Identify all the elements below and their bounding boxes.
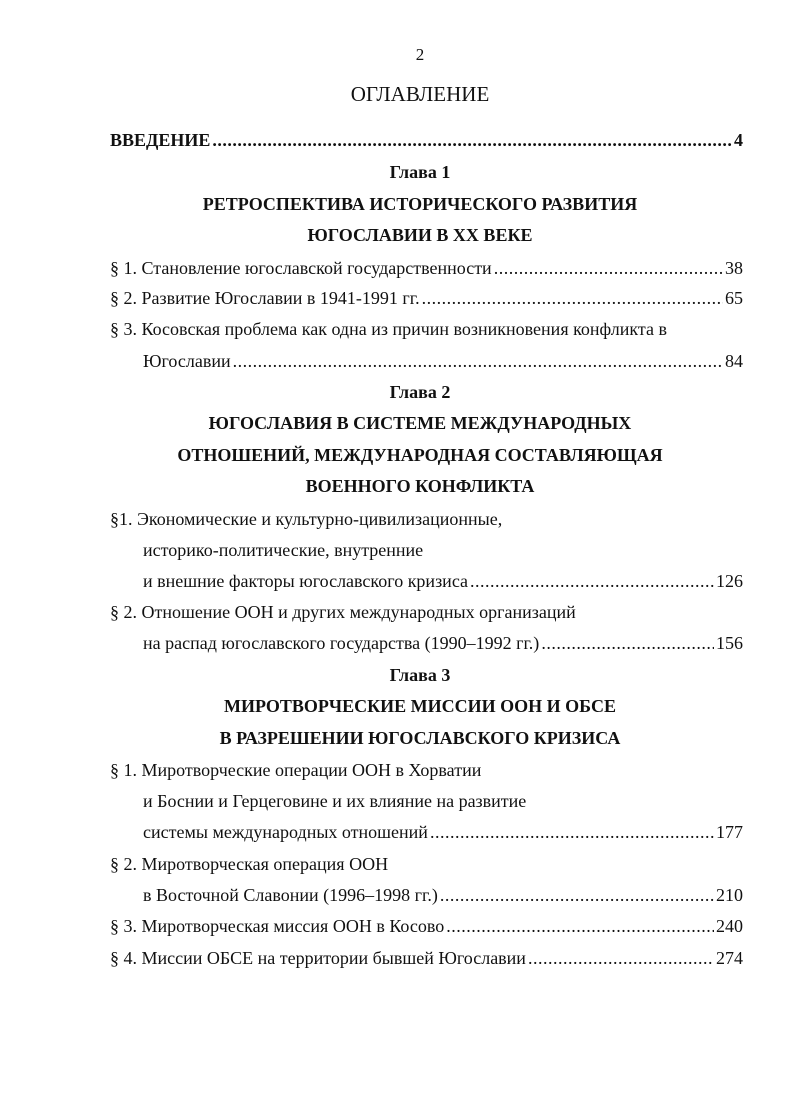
chapter-title: ВОЕННОГО КОНФЛИКТА: [305, 476, 535, 496]
entry-page: 126: [716, 571, 743, 591]
entry-page: 274: [716, 948, 743, 968]
entry-label[interactable]: § 1. Миротворческие операции ООН в Хорватии: [110, 760, 482, 780]
dot-leader: [233, 349, 723, 373]
entry-label: § 1. Становление югославской государственности: [110, 258, 492, 278]
dot-leader: [528, 946, 714, 970]
entry-page: 156: [716, 633, 743, 653]
entry-label[interactable]: § 2. Миротворческая операция ООН: [110, 854, 389, 874]
page-title: ОГЛАВЛЕНИЕ: [350, 82, 490, 106]
toc-entry[interactable]: [143, 631, 743, 655]
toc-entry[interactable]: [110, 256, 743, 280]
entry-label: ВВЕДЕНИЕ: [110, 130, 211, 150]
entry-label: в Восточной Славонии (1996–1998 гг.): [143, 885, 438, 905]
page-number: 2: [415, 45, 425, 64]
entry-page: 84: [725, 351, 743, 371]
chapter-title: ОТНОШЕНИЙ, МЕЖДУНАРОДНАЯ СОСТАВЛЯЮЩАЯ: [177, 445, 663, 465]
chapter-label: Глава 2: [389, 382, 451, 402]
toc-entry[interactable]: [110, 286, 743, 310]
toc-entry[interactable]: [110, 946, 743, 970]
entry-label: системы международных отношений: [143, 822, 428, 842]
dot-leader: [212, 128, 732, 152]
chapter-title: ЮГОСЛАВИИ В XX ВЕКЕ: [307, 225, 533, 245]
entry-label: Югославии: [143, 351, 231, 371]
entry-label[interactable]: историко-политические, внутренние: [143, 540, 424, 560]
entry-label[interactable]: § 2. Отношение ООН и других международных организаций: [110, 602, 576, 622]
entry-label[interactable]: § 3. Косовская проблема как одна из причин возникновения конфликта в: [110, 319, 667, 339]
entry-label[interactable]: и Боснии и Герцеговине и их влияние на развитие: [143, 791, 527, 811]
chapter-title: ЮГОСЛАВИЯ В СИСТЕМЕ МЕЖДУНАРОДНЫХ: [208, 413, 632, 433]
dot-leader: [440, 883, 714, 907]
toc-entry[interactable]: [143, 883, 743, 907]
entry-label: § 4. Миссии ОБСЕ на территории бывшей Югославии: [110, 948, 526, 968]
chapter-title: РЕТРОСПЕКТИВА ИСТОРИЧЕСКОГО РАЗВИТИЯ: [202, 194, 638, 214]
chapter-label: Глава 3: [389, 665, 451, 685]
toc-entry-intro[interactable]: [110, 128, 743, 152]
entry-page: 210: [716, 885, 743, 905]
dot-leader: [494, 256, 723, 280]
entry-page: 38: [725, 258, 743, 278]
entry-label: и внешние факторы югославского кризиса: [143, 571, 469, 591]
entry-label: § 3. Миротворческая миссия ООН в Косово: [110, 916, 445, 936]
entry-page: 4: [734, 130, 743, 150]
dot-leader: [470, 569, 714, 593]
dot-leader: [422, 286, 723, 310]
dot-leader: [541, 631, 714, 655]
toc-entry[interactable]: [143, 569, 743, 593]
chapter-title: В РАЗРЕШЕНИИ ЮГОСЛАВСКОГО КРИЗИСА: [219, 728, 621, 748]
entry-label[interactable]: §1. Экономические и культурно-цивилизационные,: [110, 509, 503, 529]
toc-entry[interactable]: [110, 914, 743, 938]
entry-page: 65: [725, 288, 743, 308]
entry-label: на распад югославского государства (1990–1992 гг.): [143, 633, 540, 653]
chapter-label: Глава 1: [389, 162, 451, 182]
dot-leader: [430, 820, 714, 844]
entry-page: 177: [716, 822, 743, 842]
dot-leader: [446, 914, 714, 938]
toc-entry[interactable]: [143, 349, 743, 373]
toc-entry[interactable]: [143, 820, 743, 844]
entry-page: 240: [716, 916, 743, 936]
chapter-title: МИРОТВОРЧЕСКИЕ МИССИИ ООН И ОБСЕ: [224, 696, 616, 716]
entry-label: § 2. Развитие Югославии в 1941-1991 гг.: [110, 288, 420, 308]
